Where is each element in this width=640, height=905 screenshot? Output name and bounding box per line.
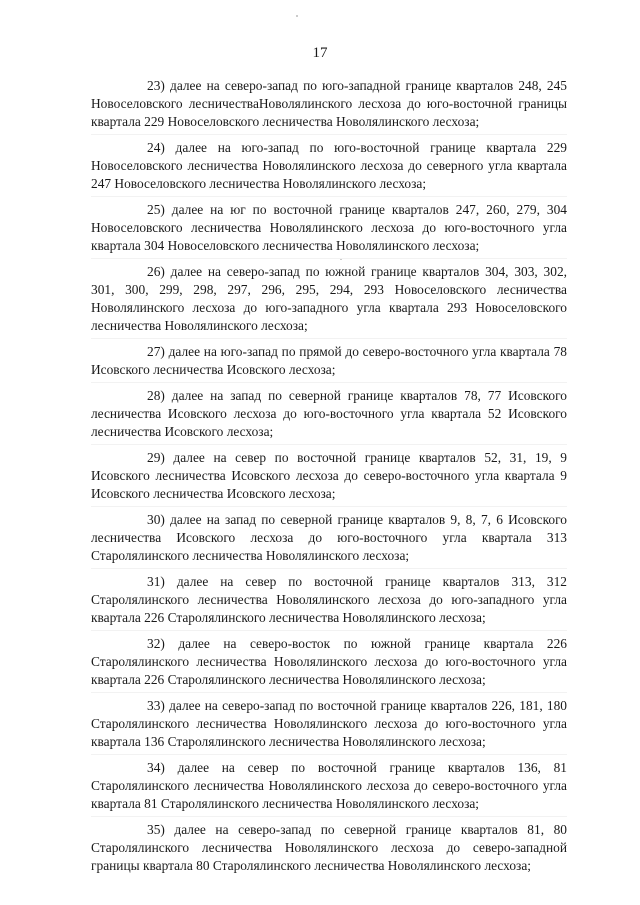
paragraph-33: 33) далее на северо-запад по восточной границе кварталов 226, 181, 180 Старолялинского лесничества Новолялинского лесхоза до юго-восточного угла квартала 136 Старолялинского лесничества Новолялинского лесхоза;	[91, 697, 567, 755]
paragraph-24: 24) далее на юго-запад по юго-восточной границе квартала 229 Новоселовского лесничества Новолялинского лесхоза до северного угла квартала 247 Новоселовского лесничества Новолялинского лесхоза;	[91, 139, 567, 197]
paragraph-31: 31) далее на север по восточной границе кварталов 313, 312 Старолялинского лесничества Новолялинского лесхоза до юго-западного угла квартала 226 Старолялинского лесничества Новолялинского лесхоза;	[91, 573, 567, 631]
paragraph-32: 32) далее на северо-восток по южной границе квартала 226 Старолялинского лесничества Новолялинского лесхоза до юго-восточного угла квартала 226 Старолялинского лесничества Новолялинского лесхоза;	[91, 635, 567, 693]
paragraph-26: 26) далее на северо-запад по южной границе кварталов 304, 303, 302, 301, 300, 299, 298, 297, 296, 295, 294, 293 Новоселовского лесничества Новолялинского лесхоза до юго-западного угла квартала 293 Новоселовского лесничества Новолялинского лесхоза;	[91, 263, 567, 339]
paragraph-27: 27) далее на юго-запад по прямой до северо-восточного угла квартала 78 Исовского лесничества Исовского лесхоза;	[91, 343, 567, 383]
paragraph-29: 29) далее на север по восточной границе кварталов 52, 31, 19, 9 Исовского лесничества Исовского лесхоза до северо-восточного угла квартала 9 Исовского лесничества Исовского лесхоза;	[91, 449, 567, 507]
page-number: 17	[312, 45, 328, 61]
paragraph-34: 34) далее на север по восточной границе кварталов 136, 81 Старолялинского лесничества Новолялинского лесхоза до северо-восточного угла квартала 81 Старолялинского лесничества Новолялинского лесхоза;	[91, 759, 567, 817]
paragraph-30: 30) далее на запад по северной границе кварталов 9, 8, 7, 6 Исовского лесничества Исовского лесхоза до юго-восточного угла квартала 313 Старолялинского лесничества Новолялинского лесхоза;	[91, 511, 567, 569]
paragraph-28: 28) далее на запад по северной границе кварталов 78, 77 Исовского лесничества Исовского лесхоза до юго-восточного угла квартала 52 Исовского лесничества Исовского лесхоза;	[91, 387, 567, 445]
scan-speck	[296, 15, 298, 17]
document-body	[91, 77, 567, 882]
paragraph-25: 25) далее на юг по восточной границе кварталов 247, 260, 279, 304 Новоселовского лесничества Новолялинского лесхоза до юго-восточного угла квартала 304 Новоселовского лесничества Новолялинского лесхоза;	[91, 201, 567, 259]
paragraph-23: 23) далее на северо-запад по юго-западной границе кварталов 248, 245 Новоселовского лесничестваНоволялинского лесхоза до юго-восточной границы квартала 229 Новоселовского лесничества Новолялинского лесхоза;	[91, 77, 567, 135]
paragraph-35: 35) далее на северо-запад по северной границе кварталов 81, 80 Старолялинского лесничества Новолялинского лесхоза до северо-западной границы квартала 80 Старолялинского лесничества Новолялинского лесхоза;	[91, 822, 567, 873]
